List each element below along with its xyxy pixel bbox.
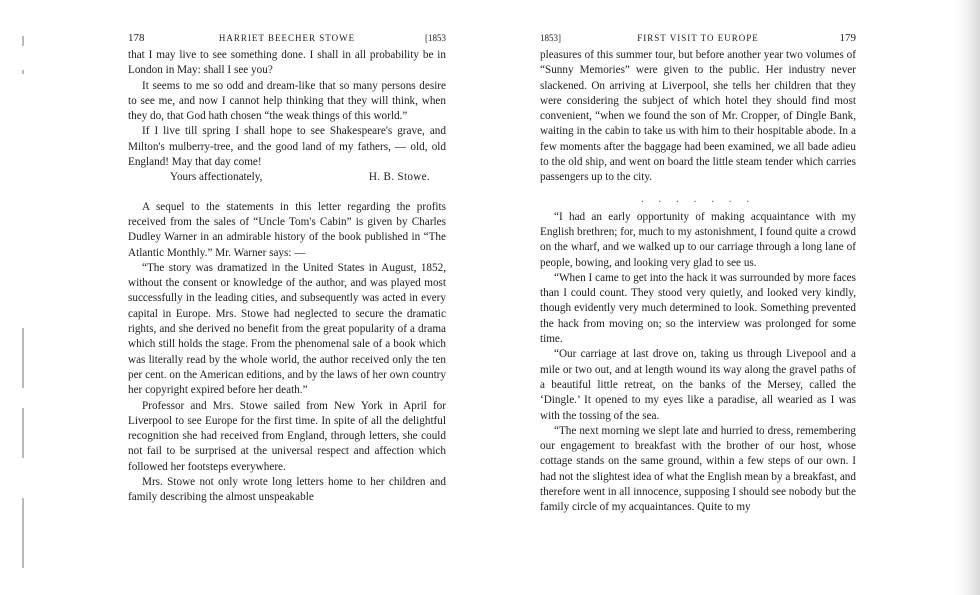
running-head-right — [540, 32, 856, 48]
quoted-paragraph: “When I came to get into the hack it was surrounded by more faces than I could count. They stood very quietly, and looked very kindly, though evidently very much determined to look. Something prevented the hack from moving on; so the interview was prolonged for some time. — [540, 271, 856, 346]
paragraph: Professor and Mrs. Stowe sailed from New York in April for Liverpool to see Europe for the first time. In spite of all the delightful recognition she had received from England, through letters, she could not fail to be surprised at the universal respect and affection which followed her footsteps everywhere. — [128, 399, 446, 473]
ellipsis-break: . . . . . . . — [640, 192, 756, 205]
running-title: FIRST VISIT TO EUROPE — [637, 33, 759, 43]
paragraph: If I live till spring I shall hope to see Shakespeare's grave, and Milton's mulberry-tree, and the good land of my fathers, — old, old England! May that day come! — [128, 125, 446, 169]
quoted-paragraph: “The story was dramatized in the United States in August, 1852, without the consent or knowledge of the author, and was played most successfully in the leading cities, and subsequently was acted in every capital in Europe. Mrs. Stowe had neglected to secure the dramatic rights, and she derived no benefit from the great popularity of a drama which still holds the stage. From the phenomenal sale of a book which was literally read by the whole world, the author received only the ten per cent. on the American editions, and by the laws of her own country her copyright expired before her death.” — [128, 261, 446, 397]
right-page — [540, 32, 856, 516]
page-number: 179 — [839, 32, 856, 44]
letter-signature: H. B. Stowe. — [368, 171, 430, 184]
page-number: 178 — [128, 32, 145, 44]
page-edge-shadow — [954, 0, 980, 595]
running-head-left — [128, 32, 446, 48]
quoted-paragraph: “Our carriage at last drove on, taking us through Livepool and a mile or two out, and at length wound its way along the gravel paths of a beautiful little retreat, on the banks of the Mersey, called the ‘Dingle.’ It opened to my eyes like a paradise, all wearied as I was with the tossing of the sea. — [540, 348, 856, 422]
paragraph: that I may live to see something done. I shall in all probability be in London in May: shall I see you? — [128, 49, 446, 77]
paragraph: pleasures of this summer tour, but before another year two volumes of “Sunny Memories” were given to the public. Her industry never slackened. On arriving at Liverpool, she tells her children that they were considering the subject of which hotel they should find most convenient, “when we found the son of Mr. Cropper, of Dingle Bank, waiting in the cabin to take us with him to their hospitable abode. In a few moments after the baggage had been examined, we all bade adieu to the old ship, and went on board the little steam tender which carries passengers up to the city. — [540, 49, 856, 184]
running-year: 1853] — [540, 33, 561, 43]
right-page-text — [540, 48, 856, 516]
left-page-text — [128, 48, 446, 506]
letter-signature-line — [128, 170, 446, 185]
quoted-paragraph: “The next morning we slept late and hurried to dress, remembering our engagement to breakfast with the brother of our host, whose cottage stands on the same ground, within a few steps of our own. I had not the slightest idea of what the English mean by a breakfast, and therefore went in all innocence, supposing I should see nobody but the family circle of my acquaintances. Quite to my — [540, 424, 856, 514]
scan-edge-marks — [18, 28, 30, 568]
letter-closing: Yours affectionately, — [170, 171, 263, 184]
paragraph: It seems to me so odd and dream-like that so many persons desire to see me, and now I cannot help thinking that they will think, when they do, that God hath chosen “the weak things of this world.” — [128, 79, 446, 123]
running-title: HARRIET BEECHER STOWE — [218, 33, 356, 43]
quoted-paragraph: “I had an early opportunity of making acquaintance with my English brethren; for, much to my astonishment, I found quite a crowd on the wharf, and we walked up to our carriage through a long lane of people, bowing, and looking very glad to see us. — [540, 210, 856, 269]
paragraph: Mrs. Stowe not only wrote long letters home to her children and family describing the almost unspeakable — [128, 476, 446, 504]
running-year: [1853 — [425, 33, 446, 43]
paragraph: A sequel to the statements in this letter regarding the profits received from the sales of “Uncle Tom's Cabin” is given by Charles Dudley Warner in an admirable history of the book published in “The Atlantic Monthly.” Mr. Warner says: — — [128, 200, 446, 259]
left-page — [128, 32, 446, 506]
